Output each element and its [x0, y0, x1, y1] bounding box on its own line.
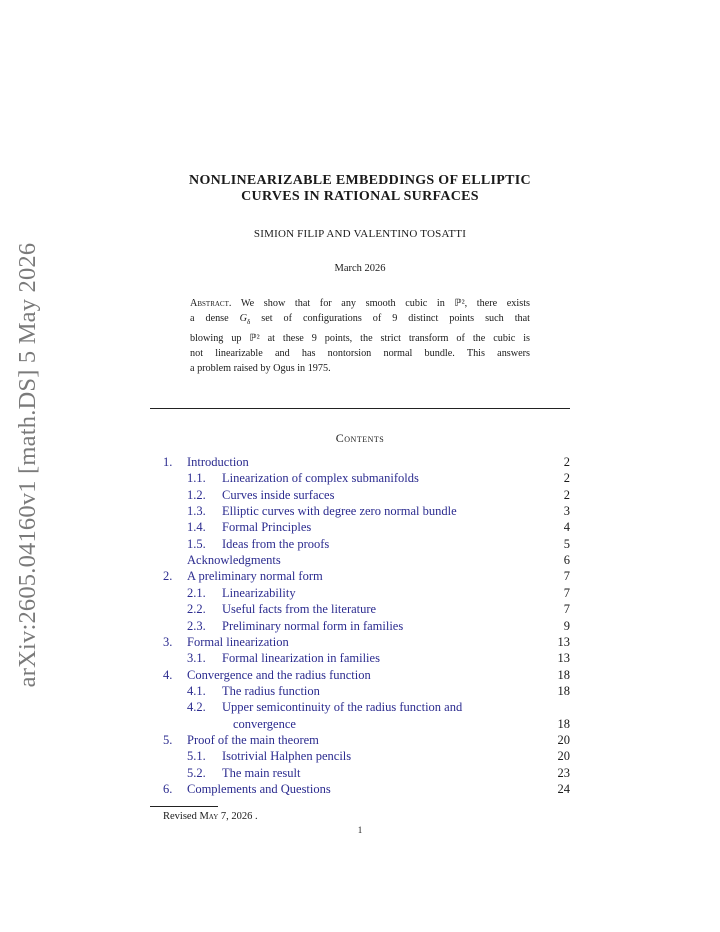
toc-entry-link[interactable]: Acknowledgments	[187, 553, 281, 568]
toc-entry-link[interactable]: Useful facts from the literature	[222, 602, 377, 617]
toc-entry-number: 2.2.	[187, 602, 206, 617]
toc-entry[interactable]	[150, 504, 570, 520]
toc-entry-number: 4.1.	[187, 683, 206, 698]
arxiv-stamp-text: arXiv:2605.04160v1 [math.DS] 5 May 2026	[14, 242, 41, 688]
abstract-line-4: not linearizable and has nontorsion normal bundle. This answers	[190, 347, 530, 359]
toc-entry[interactable]	[150, 766, 570, 782]
toc-entry-page: 24	[557, 782, 570, 796]
toc-entry-link[interactable]: A preliminary normal form	[187, 569, 323, 584]
toc-entry-link[interactable]: Curves inside surfaces	[222, 487, 335, 502]
toc-entry[interactable]	[150, 569, 570, 585]
revision-footnote: Revised May 7, 2026 .	[163, 811, 258, 822]
toc-entry[interactable]	[150, 635, 570, 651]
toc-entry[interactable]	[150, 782, 570, 798]
toc-entry-page: 13	[557, 651, 570, 666]
toc-entry-page: 18	[557, 716, 570, 731]
toc-entry[interactable]	[150, 619, 570, 635]
toc-entry-link[interactable]: Formal linearization in families	[222, 651, 380, 666]
toc-entry-number: 5.2.	[187, 765, 206, 780]
contents-heading: Contents	[335, 431, 385, 445]
toc-entry-link[interactable]: Formal Principles	[222, 520, 312, 535]
abstract	[190, 296, 530, 377]
toc-entry-link[interactable]: Preliminary normal form in families	[222, 618, 404, 633]
toc-entry-number: 1.5.	[187, 536, 206, 551]
toc-entry-link[interactable]: Formal linearization	[187, 634, 289, 649]
toc-entry-page: 6	[563, 553, 570, 568]
toc-entry-link[interactable]: Upper semicontinuity of the radius function and	[222, 700, 463, 715]
toc-entry-link[interactable]: Isotrivial Halphen pencils	[222, 749, 352, 764]
toc-entry-number: 2.3.	[187, 618, 206, 633]
toc-entry[interactable]	[150, 700, 570, 731]
toc-entry-page: 7	[563, 569, 570, 584]
toc-entry-link[interactable]: Proof of the main theorem	[187, 732, 319, 747]
toc-entry-number: 2.	[163, 569, 173, 584]
toc-entry-number: 6.	[163, 782, 173, 796]
toc-entry-page: 7	[563, 602, 570, 617]
toc-entry-link[interactable]: Linearization of complex submanifolds	[222, 471, 419, 486]
toc-entry[interactable]	[150, 537, 570, 553]
toc-entry-page: 13	[557, 634, 570, 649]
toc-entry[interactable]	[150, 520, 570, 536]
toc-entry-link[interactable]: The main result	[222, 765, 301, 780]
toc-entry[interactable]	[150, 684, 570, 700]
toc-entry-page: 2	[563, 487, 570, 502]
toc-entry-number: 1.1.	[187, 471, 206, 486]
toc-entry[interactable]	[150, 733, 570, 749]
toc-entry-number: 4.2.	[187, 700, 206, 715]
toc-entry-page: 18	[557, 683, 570, 698]
toc-entry-link[interactable]: Elliptic curves with degree zero normal bundle	[222, 504, 457, 519]
toc-entry-page: 9	[563, 618, 570, 633]
toc-entry-page: 5	[563, 536, 570, 551]
toc-entry-number: 1.	[163, 455, 173, 469]
page-number: 1	[357, 825, 363, 835]
toc-entry-link[interactable]: The radius function	[222, 683, 320, 698]
abstract-line-2: a dense $G_\delta$ set of configurations of 9 distinct points such that	[190, 313, 530, 327]
section-divider	[150, 408, 570, 409]
toc-entry[interactable]	[150, 668, 570, 684]
toc-entry-page: 18	[557, 667, 570, 682]
authors: SIMION FILIP AND VALENTINO TOSATTI	[253, 228, 467, 240]
toc-entry-link[interactable]: Ideas from the proofs	[222, 536, 330, 551]
toc-entry[interactable]	[150, 586, 570, 602]
toc-entry-page: 3	[563, 504, 570, 519]
toc-entry-number: 4.	[163, 667, 173, 682]
toc-entry-link-continued[interactable]: convergence	[233, 716, 296, 731]
toc-entry-number: 3.	[163, 634, 173, 649]
toc-entry-page: 20	[557, 732, 570, 747]
toc-entry-page: 4	[563, 520, 570, 535]
toc-entry-link[interactable]: Linearizability	[222, 585, 296, 600]
abstract-line-5: a problem raised by Ogus in 1975.	[190, 363, 331, 375]
toc-entry[interactable]	[150, 651, 570, 667]
toc-entry-number: 1.2.	[187, 487, 206, 502]
abstract-label: Abstract.	[190, 298, 232, 309]
paper-date: March 2026	[334, 263, 386, 274]
toc-entry[interactable]	[150, 602, 570, 618]
toc-entry-number: 2.1.	[187, 585, 206, 600]
toc-entry[interactable]	[150, 471, 570, 487]
toc-entry[interactable]	[150, 553, 570, 569]
toc-entry-page: 7	[563, 585, 570, 600]
toc-entry-number: 1.4.	[187, 520, 206, 535]
toc-entry[interactable]	[150, 749, 570, 765]
toc-entry-link[interactable]: Complements and Questions	[187, 782, 331, 796]
paper-title-line-1: NONLINEARIZABLE EMBEDDINGS OF ELLIPTIC	[189, 173, 531, 188]
toc-entry[interactable]	[150, 488, 570, 504]
abstract-line-1: Abstract. We show that for any smooth cubic in ℙ², there exists	[190, 298, 530, 309]
toc-entry-page: 2	[563, 471, 570, 486]
toc-entry-page: 23	[557, 765, 570, 780]
toc-entry-link[interactable]: Introduction	[187, 455, 249, 469]
toc-entry-number: 1.3.	[187, 504, 206, 519]
toc-entry-number: 5.	[163, 732, 173, 747]
toc-entry-number: 5.1.	[187, 749, 206, 764]
toc-entry-page: 2	[563, 455, 570, 469]
toc-entry-page: 20	[557, 749, 570, 764]
paper-title-line-2: CURVES IN RATIONAL SURFACES	[241, 189, 479, 204]
toc-entry[interactable]	[150, 455, 570, 471]
toc-entry-link[interactable]: Convergence and the radius function	[187, 667, 371, 682]
toc-entry-number: 3.1.	[187, 651, 206, 666]
footnote-rule	[150, 806, 218, 807]
revision-date: May 7, 2026	[199, 811, 253, 822]
abstract-line-3: blowing up ℙ² at these 9 points, the strict transform of the cubic is	[190, 332, 530, 344]
